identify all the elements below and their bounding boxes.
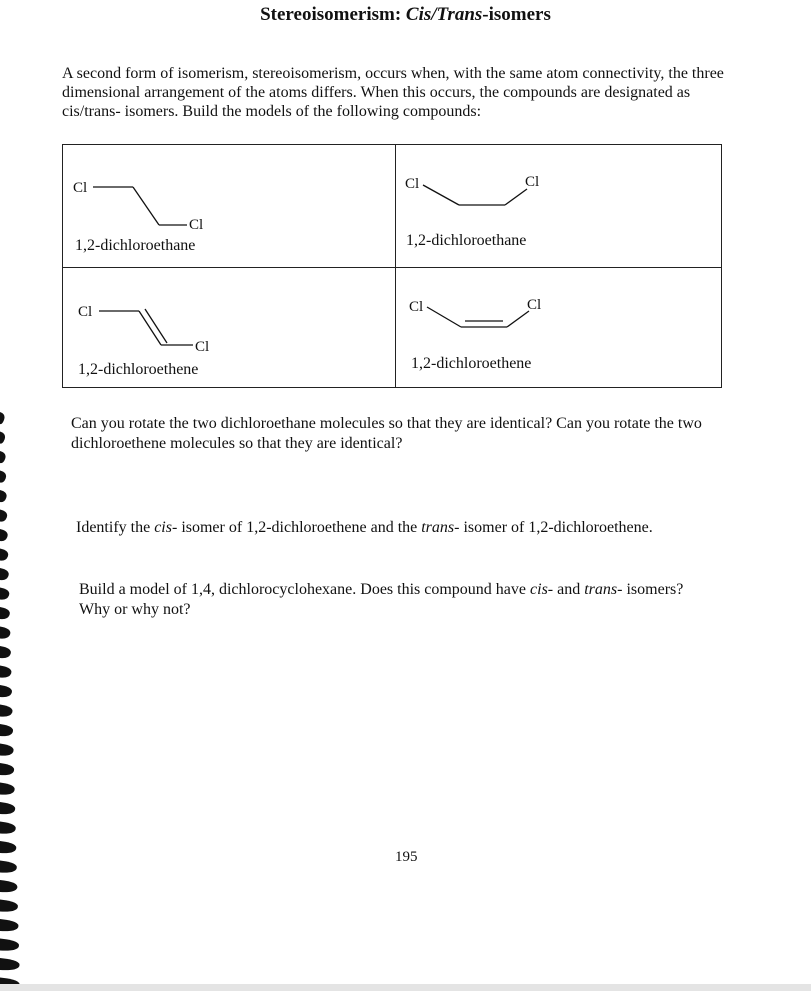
spiral-ring [0,822,16,834]
structure-2-atom-left: Cl [405,176,420,192]
table-cell-2 [397,145,721,267]
spiral-ring [0,607,10,619]
spiral-ring [0,685,12,697]
compound-name-2: 1,2-dichloroethane [406,232,527,249]
compound-name-4: 1,2-dichloroethene [411,355,532,372]
spiral-ring [0,724,13,736]
structure-4-bond [507,311,529,327]
spiral-ring [0,939,19,951]
spiral-ring [0,841,16,853]
spiral-ring [0,549,8,561]
page-title [0,4,811,26]
spiral-ring [0,705,12,717]
structure-4-atom-left: Cl [409,299,424,315]
page-number: 195 [395,849,418,865]
spiral-ring [0,900,18,912]
spiral-ring [0,412,5,424]
question-3: Build a model of 1,4, dichlorocyclohexane. Does this compound have cis- and trans- isomers? Why or why not? [79,581,684,618]
compound-name-3: 1,2-dichloroethene [78,361,199,378]
spiral-ring [0,880,17,892]
structure-3-atom-right: Cl [195,339,210,355]
spiral-ring [0,627,10,639]
spiral-ring [0,490,7,502]
question-2: Identify the cis- isomer of 1,2-dichloroethene and the trans- isomer of 1,2-dichloroethene. [76,519,653,536]
structure-1-bond [133,187,159,225]
spiral-ring [0,744,14,756]
spiral-ring [0,529,8,541]
question-1: Can you rotate the two dichloroethane molecules so that they are identical? Can you rotate the two dichloroethene molecules so that they are identical? [71,415,702,452]
structure-2-bond [423,185,459,205]
spiral-ring [0,861,17,873]
title-suffix: -isomers [482,4,551,25]
spiral-binding [0,400,40,991]
spiral-ring [0,763,14,775]
scan-edge [0,984,811,991]
table-divider-vertical [395,145,396,387]
compound-name-1: 1,2-dichloroethane [75,237,196,254]
spiral-ring [0,510,7,522]
title-italic: Cis/Trans [405,4,483,25]
spiral-ring [0,646,11,658]
structure-2-atom-right: Cl [525,174,540,190]
table-divider-horizontal [63,267,721,268]
table-cell-3 [63,269,395,387]
spiral-ring [0,568,9,580]
spiral-ring [0,666,11,678]
spiral-ring [0,919,18,931]
structure-1-atom-right: Cl [189,217,204,233]
structure-1-atom-left: Cl [73,180,88,196]
intro-paragraph: A second form of isomerism, stereoisomerism, occurs when, with the same atom connectivity, the three dimensional arrangement of the atoms differs. When this occurs, the compounds are designated as cis/trans- isomers. Build the models of the following compounds: [62,65,724,120]
structure-table [62,144,722,388]
structure-3-atom-left: Cl [78,304,93,320]
spiral-ring [0,958,20,970]
structure-2-bond [505,189,527,205]
title-main: Stereoisomerism: [260,4,406,25]
spiral-ring [0,802,15,814]
spiral-ring [0,432,5,444]
spiral-ring [0,451,6,463]
spiral-ring [0,471,6,483]
spiral-ring [0,588,9,600]
spiral-ring [0,783,15,795]
table-cell-4 [397,269,721,387]
structure-4-atom-right: Cl [527,297,542,313]
structure-4-bond [427,307,461,327]
table-cell-1 [63,145,395,267]
